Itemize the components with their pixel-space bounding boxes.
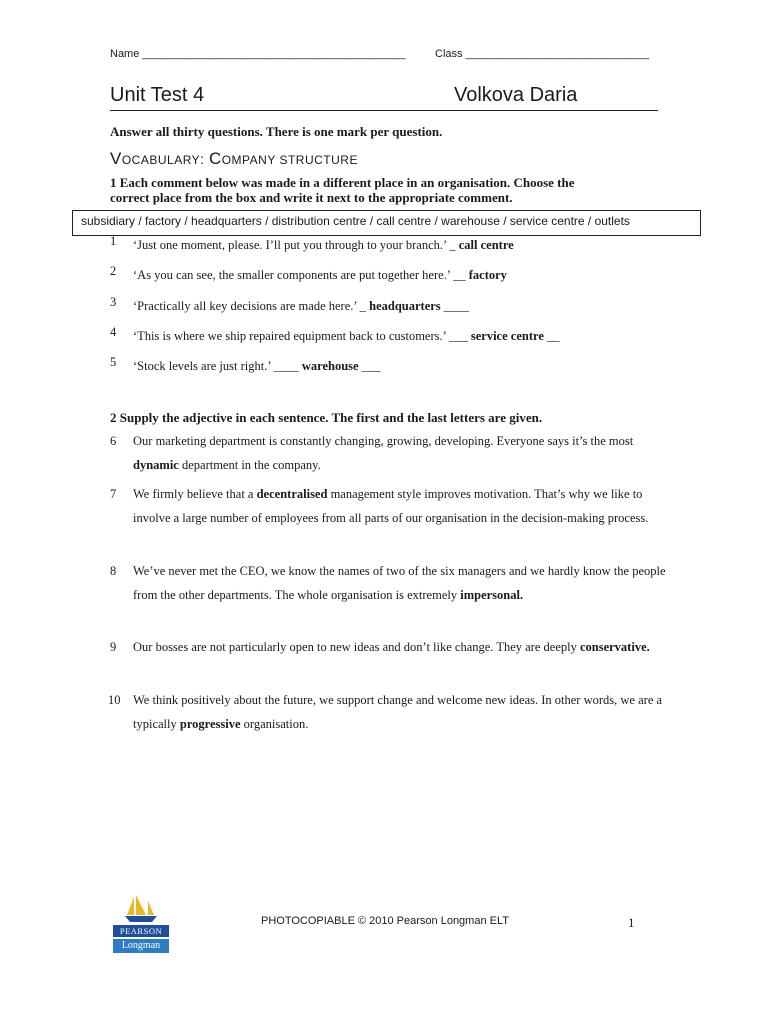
title-row	[110, 84, 658, 111]
item-text: We think positively about the future, we support change and welcome new ideas. In other words, we are a typically	[133, 693, 663, 731]
class-field	[435, 48, 649, 60]
item-number: 1	[110, 234, 117, 248]
item-answer: factory	[468, 268, 507, 282]
item-number: 9	[110, 640, 117, 654]
section-word1-rest: OCABULARY	[121, 153, 201, 167]
item-answer: conservative.	[579, 640, 650, 654]
student-name: Volkova Daria	[454, 84, 578, 106]
item-text: ‘This is where we ship repaired equipment back to customers.’ ___	[133, 329, 471, 343]
item-text: Our bosses are not particularly open to new ideas and don’t like change. They are deeply	[133, 640, 580, 654]
item-after: management style improves motivation. That’s why we like to involve a large number of employees from all parts of our organisation in the decision-making process.	[133, 487, 649, 525]
item-after: ____	[440, 299, 469, 313]
item-answer: headquarters	[369, 299, 441, 313]
item-text: Our marketing department is constantly changing, growing, developing. Everyone says it’s the most	[133, 434, 634, 448]
item-answer: service centre	[470, 329, 544, 343]
item-after: ___	[358, 359, 381, 373]
item-text: We firmly believe that a	[133, 487, 257, 501]
q1-heading-line2: correct place from the box and write it next to the appropriate comment.	[110, 190, 513, 205]
item-text: ‘Practically all key decisions are made here.’ _	[133, 299, 370, 313]
item-text: ‘Stock levels are just right.’ ____	[133, 359, 302, 373]
pearson-longman-logo	[113, 893, 169, 955]
q2-heading: 2 Supply the adjective in each sentence. The first and the last letters are given.	[110, 410, 543, 425]
item-answer: impersonal.	[460, 587, 524, 602]
word-box: subsidiary / factory / headquarters / distribution centre / call centre / warehouse / service centre / outlets	[72, 210, 701, 236]
name-blank: ___________________________________________	[142, 48, 406, 60]
item-answer: decentralised	[256, 487, 328, 501]
item-number: 2	[110, 264, 117, 278]
name-field	[110, 48, 405, 60]
item-answer: progressive	[179, 716, 241, 731]
footer-copyright: PHOTOCOPIABLE © 2010 Pearson Longman ELT	[261, 915, 509, 927]
item-answer: call centre	[458, 238, 514, 252]
item-number: 4	[110, 325, 117, 339]
instructions: Answer all thirty questions. There is one mark per question.	[110, 124, 443, 139]
page-title: Unit Test 4	[110, 84, 205, 106]
item-text: We’ve never met the CEO, we know the names of two of the six managers and we hardly know the people from the other departments. The whole organisation is extremely	[133, 564, 666, 602]
item-text: ‘Just one moment, please. I’ll put you through to your branch.’ _	[133, 238, 459, 252]
section-word1-initial: V	[110, 149, 122, 168]
item-after: __	[543, 329, 560, 343]
item-number: 3	[110, 295, 117, 309]
section-separator: :	[200, 151, 209, 167]
section-word2-initial: C	[208, 149, 222, 168]
item-after: organisation.	[240, 716, 309, 731]
q1-heading-line1: 1 Each comment below was made in a different place in an organisation. Choose the	[110, 175, 575, 190]
item-number: 5	[110, 355, 117, 369]
section-heading	[110, 149, 358, 169]
item-number: 7	[110, 487, 117, 501]
item-answer: warehouse	[301, 359, 359, 373]
section-word2-rest: OMPANY STRUCTURE	[221, 153, 358, 167]
class-blank: ______________________________	[465, 48, 650, 60]
item-number: 6	[110, 434, 117, 448]
logo-line1: PEARSON	[119, 926, 163, 936]
item-answer: dynamic	[133, 457, 179, 472]
item-number: 8	[110, 564, 117, 578]
q1-heading	[110, 175, 670, 205]
page-number: 1	[628, 915, 635, 930]
item-number: 10	[108, 693, 121, 707]
item-after: department in the company.	[178, 457, 321, 472]
item-text: ‘As you can see, the smaller components are put together here.’ __	[133, 268, 469, 282]
name-label: Name	[110, 48, 140, 60]
logo-line2: Longman	[121, 940, 161, 951]
class-label: Class	[435, 48, 463, 60]
